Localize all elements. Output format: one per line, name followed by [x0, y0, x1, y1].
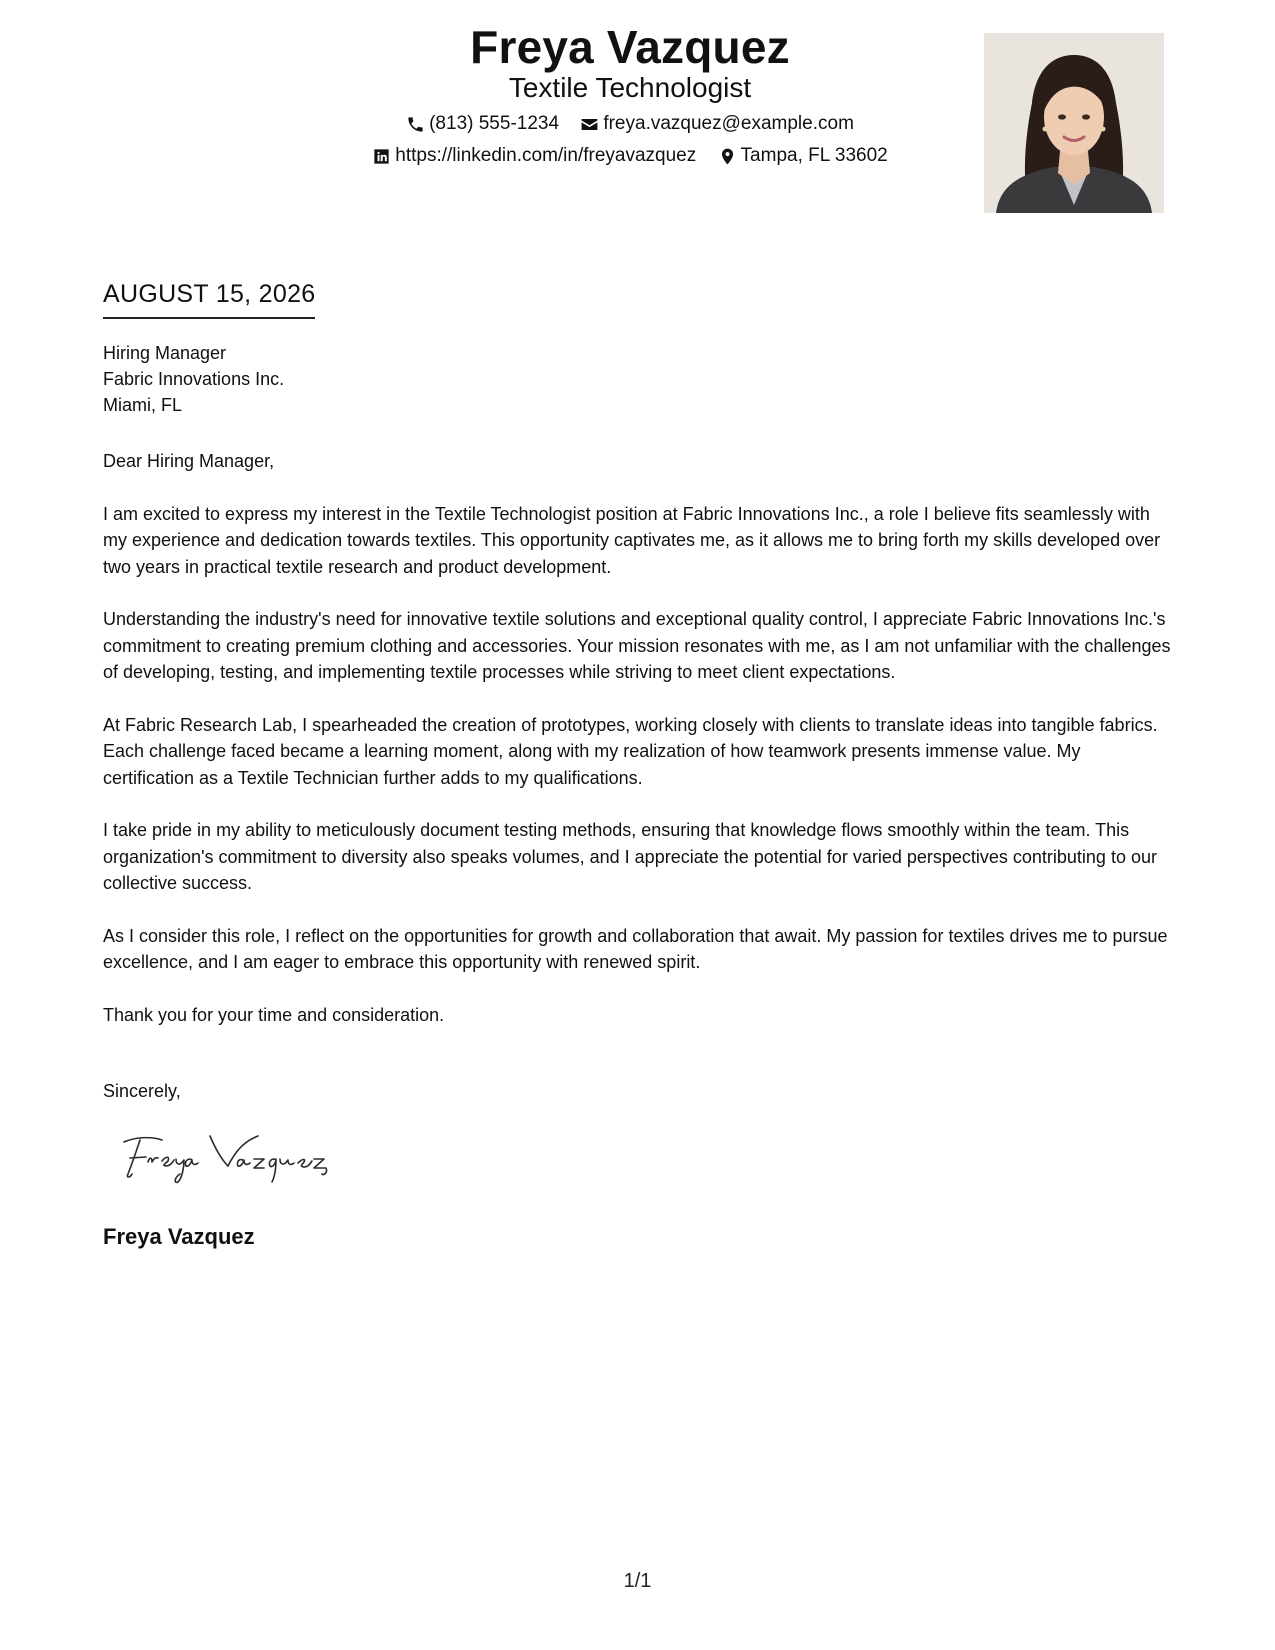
signed-name: Freya Vazquez: [103, 1224, 255, 1249]
email-text[interactable]: freya.vazquez@example.com: [603, 113, 854, 134]
contact-linkedin[interactable]: [372, 145, 696, 167]
page-number: 1/1: [623, 1570, 652, 1592]
linkedin-text[interactable]: https://linkedin.com/in/freyavazquez: [395, 145, 697, 166]
handwritten-signature: [118, 1128, 358, 1188]
phone-icon: [406, 115, 425, 134]
recipient-location: Miami, FL: [103, 395, 183, 415]
contact-phone: [406, 113, 559, 135]
salutation: Dear Hiring Manager,: [103, 451, 275, 471]
phone-text: (813) 555-1234: [429, 113, 560, 134]
profile-photo: [984, 33, 1164, 213]
recipient-title: Hiring Manager: [103, 343, 227, 363]
contact-email[interactable]: [580, 113, 854, 135]
recipient-company: Fabric Innovations Inc.: [103, 369, 285, 389]
linkedin-icon: [372, 147, 391, 166]
body-paragraph: At Fabric Research Lab, I spearheaded the creation of prototypes, working closely with clients to translate ideas into tangible fabrics. Each challenge faced became a learning moment, along with my realization of how teamwork presents immense value. My certification as a Textile Technician further adds to my qualifications.: [103, 714, 1158, 788]
candidate-name: Freya Vazquez: [470, 21, 790, 73]
body-paragraph: As I consider this role, I reflect on the opportunities for growth and collaboration that await. My passion for textiles drives me to pursue excellence, and I am eager to embrace this opportunity with renewed spirit.: [103, 925, 1168, 972]
closing: Sincerely,: [103, 1081, 181, 1101]
envelope-icon: [580, 115, 599, 134]
thank-you-line: Thank you for your time and consideration.: [103, 1004, 445, 1025]
map-pin-icon: [718, 147, 737, 166]
recipient-block: [103, 340, 284, 418]
job-title: Textile Technologist: [508, 72, 752, 103]
letter-header: [0, 0, 1275, 230]
body-paragraph: I am excited to express my interest in the Textile Technologist position at Fabric Innovations Inc., a role I believe fits seamlessly with my experience and dedication towards textiles. This opportunity captivates me, as it allows me to bring forth my skills developed over two years in practical textile research and product development.: [103, 503, 1161, 577]
portrait-image: [984, 33, 1164, 213]
letter-date: AUGUST 15, 2026: [103, 280, 315, 319]
contact-location: [718, 145, 888, 167]
body-paragraph: Understanding the industry's need for innovative textile solutions and exceptional quality control, I appreciate Fabric Innovations Inc.'s commitment to creating premium clothing and accessories. Your mission resonates with me, as I am not unfamiliar with the challenges of developing, testing, and implementing textile processes while striving to meet client expectations.: [103, 609, 1171, 682]
letter-body: [103, 448, 1173, 1054]
body-paragraph: I take pride in my ability to meticulously document testing methods, ensuring that knowledge flows smoothly within the team. This organization's commitment to diversity also speaks volumes, and I appreciate the potential for varied perspectives contributing to our collective success.: [103, 820, 1157, 893]
signature-image: [118, 1128, 358, 1188]
location-text: Tampa, FL 33602: [740, 145, 888, 166]
